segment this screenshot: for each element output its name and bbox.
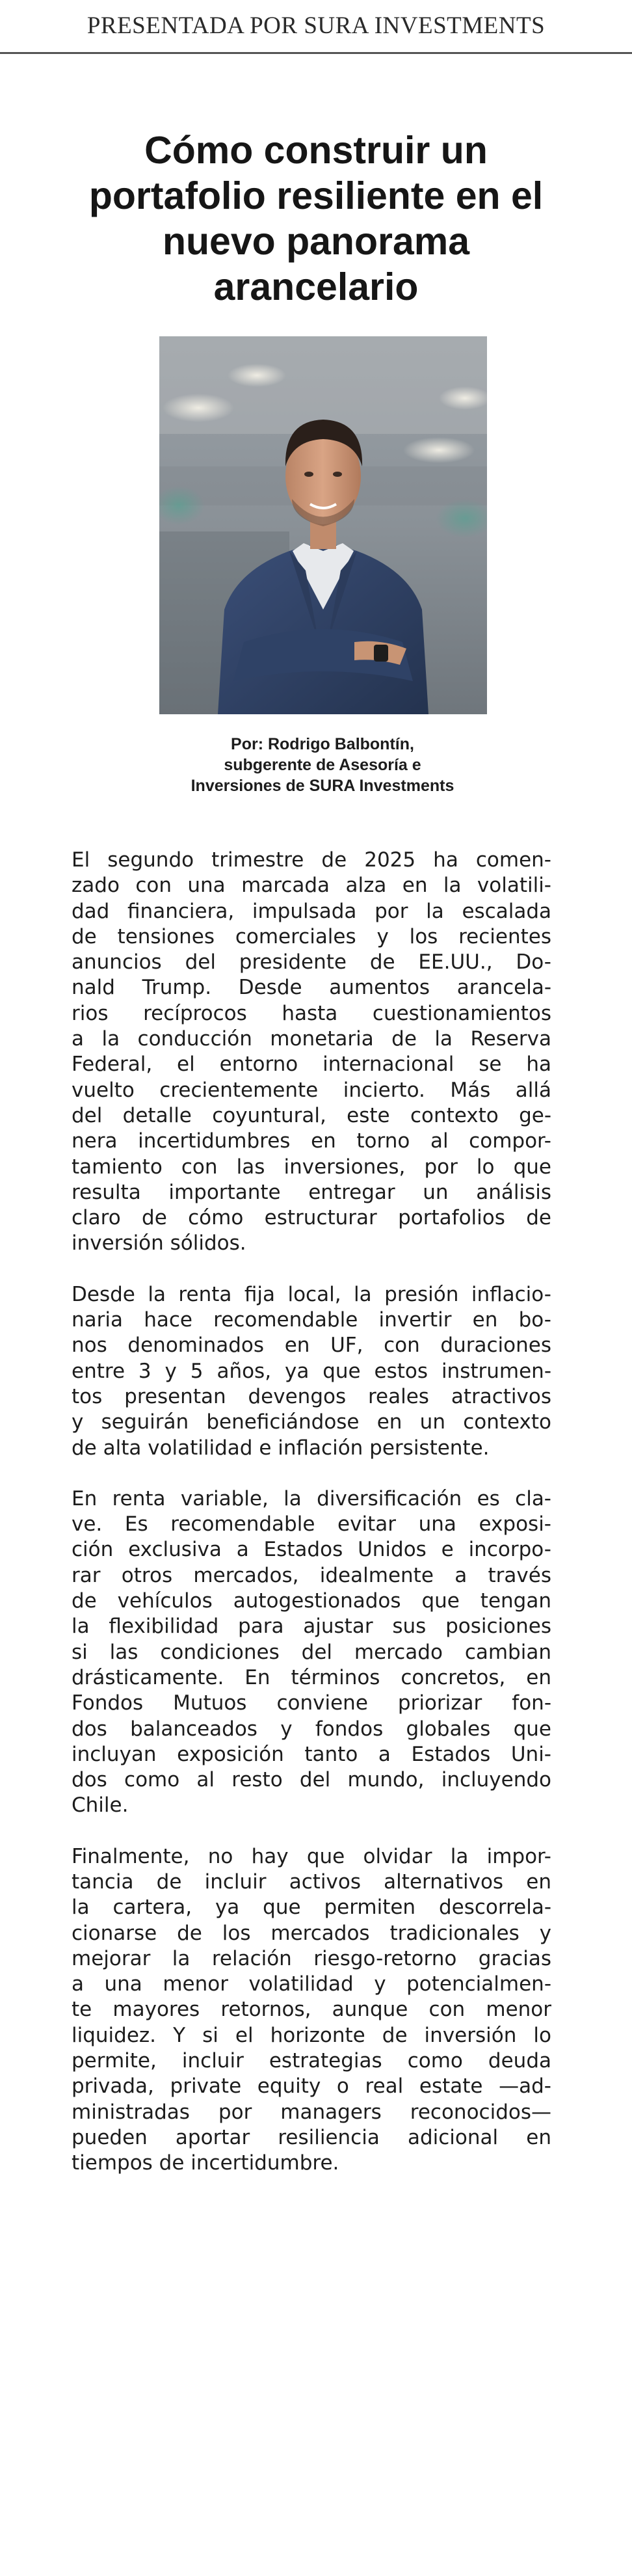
paragraph-line: resulta importante entregar un análisis bbox=[72, 1180, 551, 1204]
paragraph-line: dos como al resto del mundo, incluyendo bbox=[72, 1768, 551, 1792]
byline-line: subgerente de Asesoría e bbox=[224, 756, 421, 774]
paragraph-line: de alta volatilidad e inflación persistente. bbox=[72, 1436, 490, 1460]
byline-line: Por: Rodrigo Balbontín, bbox=[231, 735, 414, 753]
byline-line: Inversiones de SURA Investments bbox=[191, 777, 454, 795]
author-portrait bbox=[159, 336, 487, 714]
article-paragraph bbox=[72, 1486, 551, 1819]
paragraph-line: cionarse de los mercados tradicionales y bbox=[72, 1921, 551, 1945]
paragraph-line: a la conducción monetaria de la Reserva bbox=[72, 1027, 551, 1051]
paragraph-line: El segundo trimestre de 2025 ha comen- bbox=[72, 848, 551, 872]
paragraph-line: liquidez. Y si el horizonte de inversión lo bbox=[72, 2023, 551, 2047]
paragraph-line: privada, private equity o real estate —ad- bbox=[72, 2074, 551, 2099]
paragraph-line: naria hace recomendable invertir en bo- bbox=[72, 1308, 551, 1332]
paragraph-line: entre 3 y 5 años, ya que estos instrumen- bbox=[72, 1359, 551, 1383]
paragraph-line: tamiento con las inversiones, por lo que bbox=[72, 1155, 551, 1179]
paragraph-line: En renta variable, la diversificación es cla- bbox=[72, 1486, 551, 1510]
paragraph-line: mejorar la relación riesgo-retorno gracias bbox=[72, 1946, 551, 1970]
paragraph-line: nos denominados en UF, con duraciones bbox=[72, 1334, 551, 1358]
paragraph-line: tos presentan devengos reales atractivos bbox=[72, 1384, 551, 1408]
paragraph-line: la cartera, ya que permiten descorrela- bbox=[72, 1896, 551, 1920]
paragraph-line: dos balanceados y fondos globales que bbox=[72, 1717, 551, 1741]
paragraph-line: y seguirán beneficiándose en un contexto bbox=[72, 1410, 551, 1434]
article-body bbox=[72, 848, 551, 2202]
article-paragraph bbox=[72, 1844, 551, 2177]
article-paragraph bbox=[72, 848, 551, 1257]
paragraph-line: nald Trump. Desde aumentos arancela- bbox=[72, 976, 551, 1000]
article-headline: Cómo construir un portafolio resiliente en el nuevo panorama arancelario bbox=[88, 129, 544, 308]
paragraph-line: tiempos de incertidumbre. bbox=[72, 2151, 339, 2175]
paragraph-line: rios recíprocos hasta cuestionamientos bbox=[72, 1001, 551, 1025]
sponsor-label: PRESENTADA POR SURA INVESTMENTS bbox=[86, 12, 546, 39]
paragraph-line: Desde la renta fija local, la presión inflacio- bbox=[72, 1282, 551, 1306]
paragraph-line: zado con una marcada alza en la volatili- bbox=[72, 874, 551, 898]
author-byline bbox=[117, 734, 528, 796]
paragraph-line: tancia de incluir activos alternativos en bbox=[72, 1870, 551, 1894]
paragraph-line: la flexibilidad para ajustar sus posiciones bbox=[72, 1615, 551, 1639]
paragraph-line: anuncios del presidente de EE.UU., Do- bbox=[72, 950, 551, 974]
paragraph-line: ministradas por managers reconocidos— bbox=[72, 2100, 551, 2124]
paragraph-line: ción exclusiva a Estados Unidos e incorpo- bbox=[72, 1538, 551, 1562]
paragraph-line: de tensiones comerciales y los recientes bbox=[72, 924, 551, 948]
paragraph-line: Fondos Mutuos conviene priorizar fon- bbox=[72, 1691, 551, 1715]
paragraph-line: rar otros mercados, idealmente a través bbox=[72, 1563, 551, 1587]
sponsor-banner bbox=[0, 0, 632, 60]
paragraph-line: drásticamente. En términos concretos, en bbox=[72, 1665, 551, 1689]
paragraph-line: te mayores retornos, aunque con menor bbox=[72, 1998, 551, 2022]
paragraph-line: Chile. bbox=[72, 1793, 129, 1818]
paragraph-line: del detalle coyuntural, este contexto ge- bbox=[72, 1103, 551, 1127]
paragraph-line: inversión sólidos. bbox=[72, 1231, 246, 1255]
article-paragraph bbox=[72, 1282, 551, 1461]
paragraph-line: Federal, el entorno internacional se ha bbox=[72, 1053, 551, 1077]
banner-divider bbox=[0, 52, 632, 54]
portrait-illustration bbox=[159, 336, 487, 714]
paragraph-line: incluyan exposición tanto a Estados Uni- bbox=[72, 1742, 551, 1766]
paragraph-line: permite, incluir estrategias como deuda bbox=[72, 2049, 551, 2073]
paragraph-line: de vehículos autogestionados que tengan bbox=[72, 1589, 551, 1613]
paragraph-line: nera incertidumbres en torno al compor- bbox=[72, 1129, 551, 1153]
paragraph-line: dad financiera, impulsada por la escalada bbox=[72, 899, 551, 923]
paragraph-line: claro de cómo estructurar portafolios de bbox=[72, 1206, 551, 1230]
paragraph-line: pueden aportar resiliencia adicional en bbox=[72, 2125, 551, 2149]
paragraph-line: Finalmente, no hay que olvidar la impor- bbox=[72, 1844, 551, 1868]
paragraph-line: vuelto crecientemente incierto. Más allá bbox=[72, 1078, 551, 1102]
paragraph-line: si las condiciones del mercado cambian bbox=[72, 1640, 551, 1664]
paragraph-line: ve. Es recomendable evitar una exposi- bbox=[72, 1512, 551, 1536]
paragraph-line: a una menor volatilidad y potencialmen- bbox=[72, 1972, 551, 1996]
